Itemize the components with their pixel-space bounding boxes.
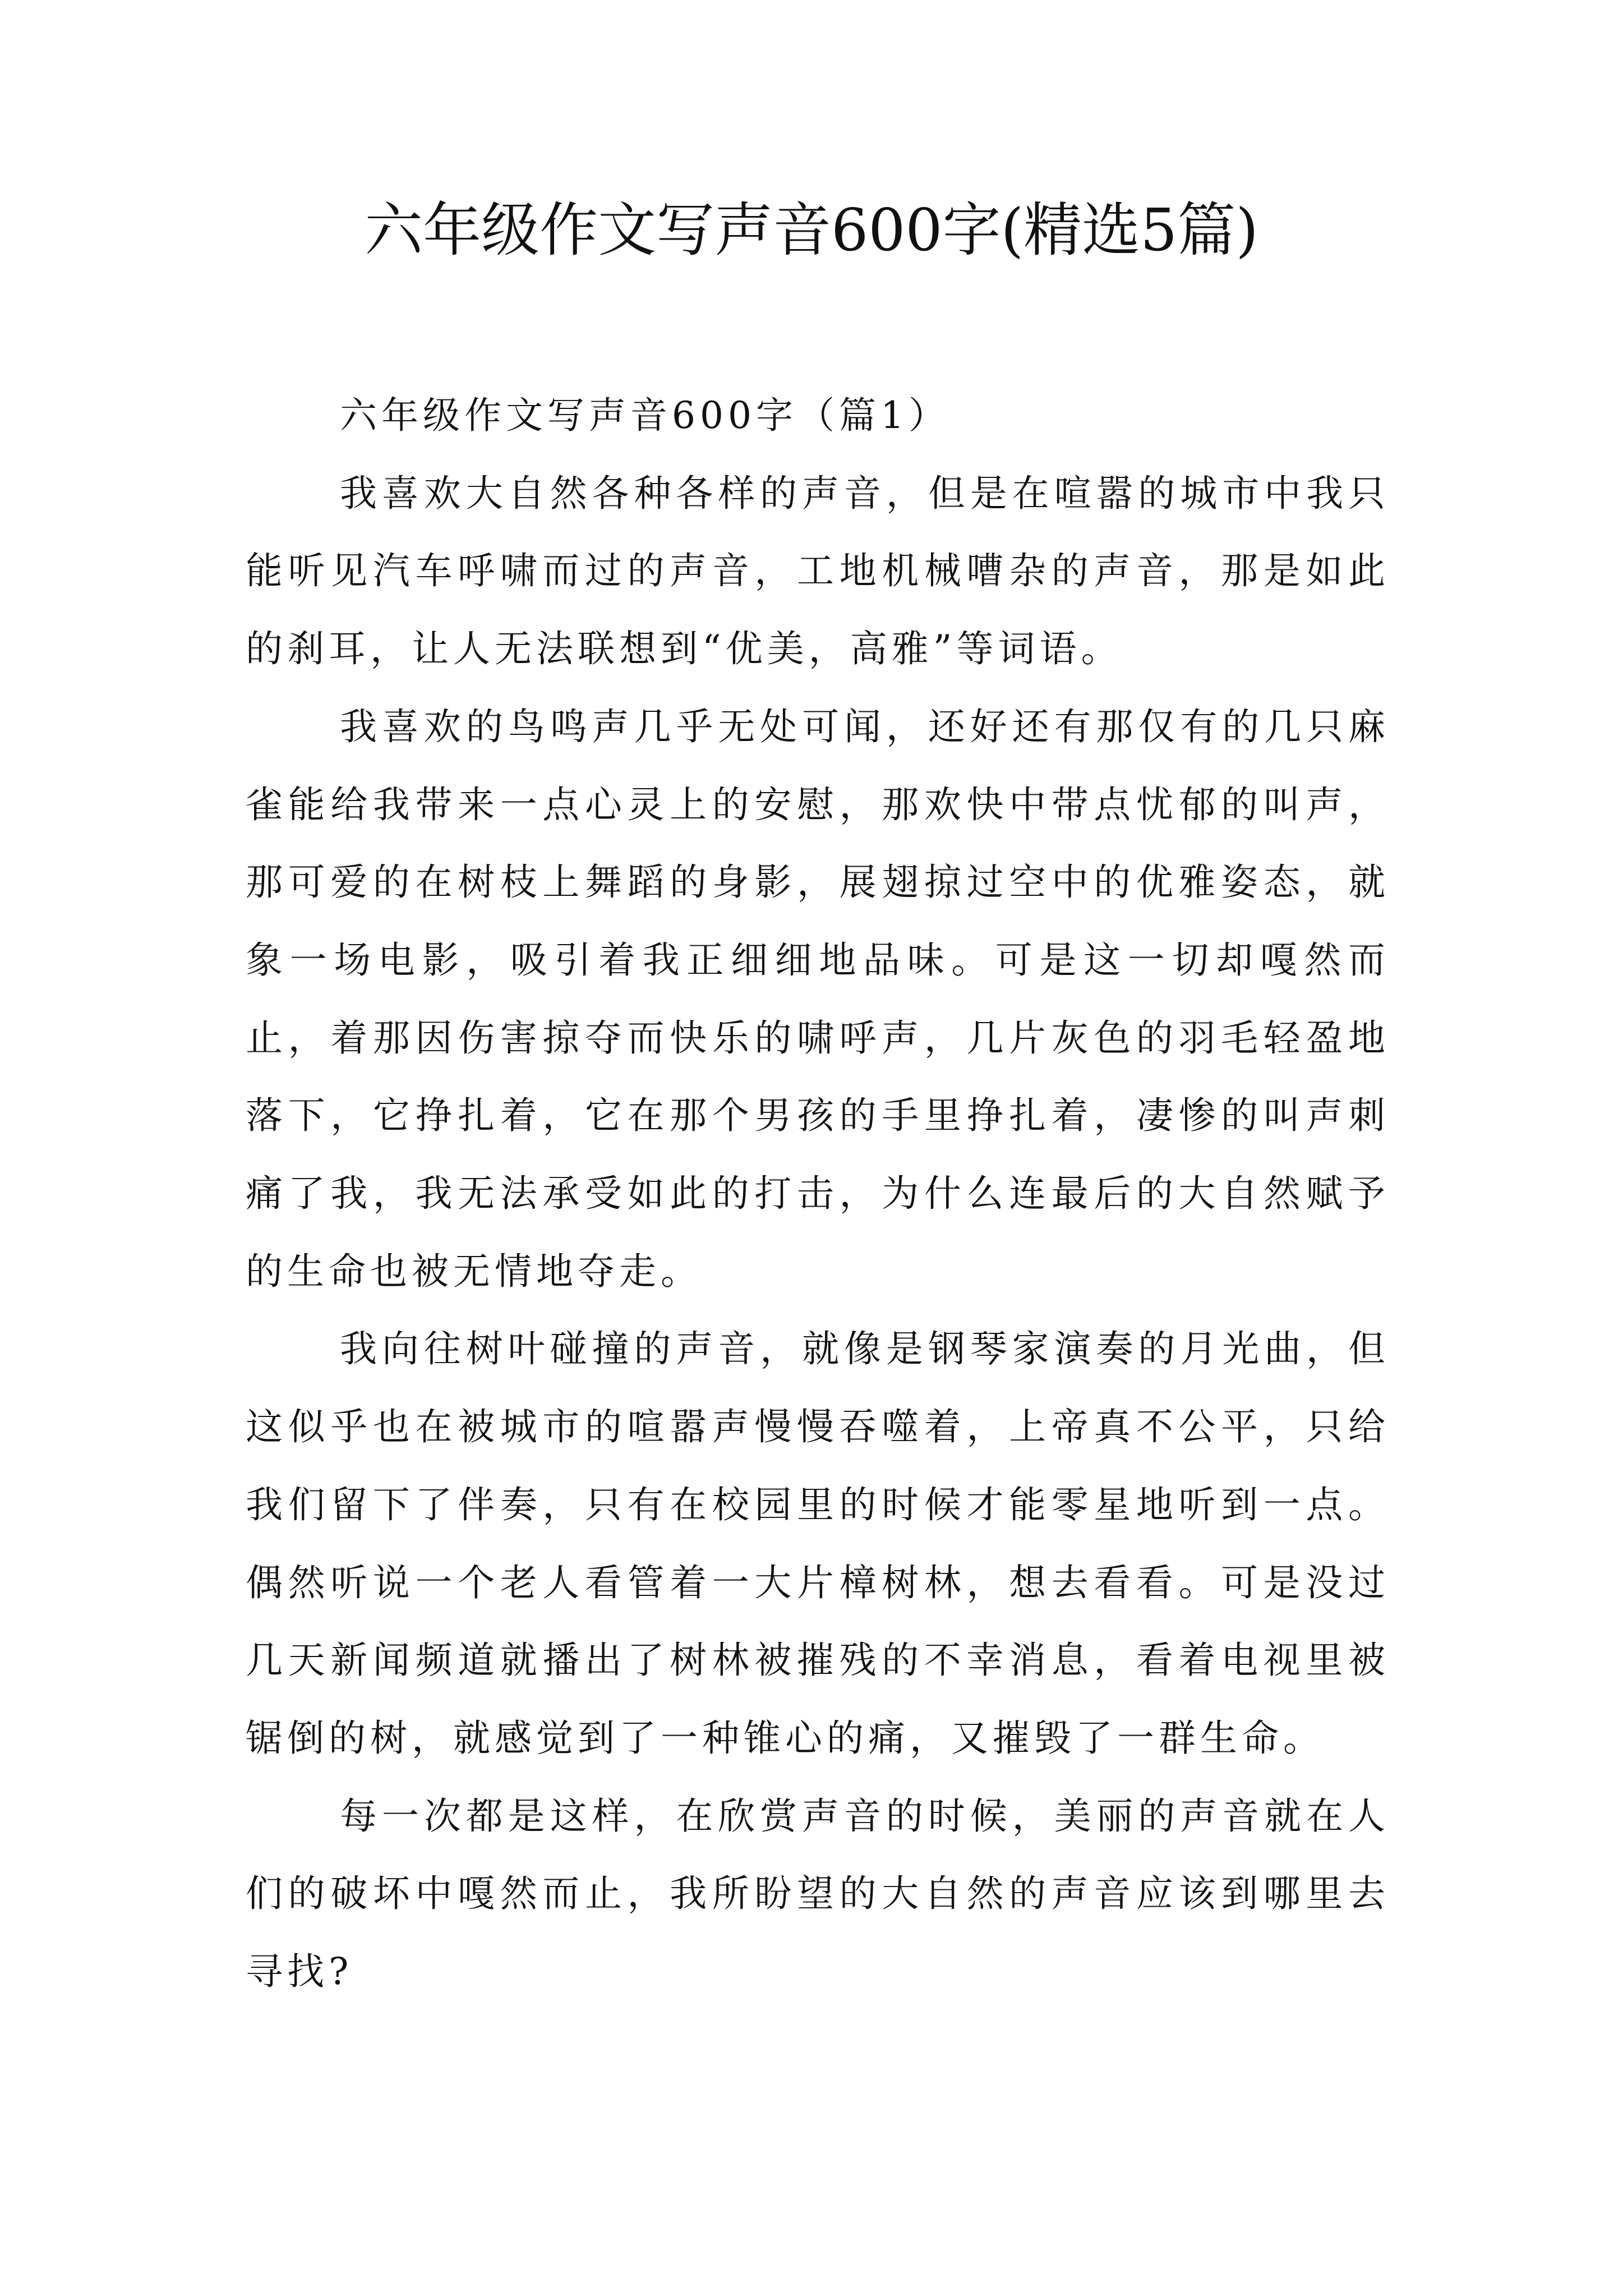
- paragraph-4: 每一次都是这样，在欣赏声音的时候，美丽的声音就在人们的破坏中嘎然而止，我所盼望的大自然的声音应该到哪里去寻找?: [246, 1794, 1390, 1994]
- section-heading: 六年级作文写声音600字（篇1）: [340, 394, 950, 437]
- paragraph-3: 我向往树叶碰撞的声音，就像是钢琴家演奏的月光曲，但这似乎也在被城市的喧嚣声慢慢吞噬着，上帝真不公平，只给我们留下了伴奏，只有在校园里的时候才能零星地听到一点。偶然听说一个老人看管着一大片樟树林，想去看看。可是没过几天新闻频道就播出了树林被摧残的不幸消息，看着电视里被锯倒的树，就感觉到了一种锥心的痛，又摧毁了一群生命。: [246, 1327, 1390, 1760]
- document-title: 六年级作文写声音600字(精选5篇): [365, 196, 1258, 264]
- document-body: [246, 377, 1390, 2011]
- paragraph-1: 我喜欢大自然各种各样的声音，但是在喧嚣的城市中我只能听见汽车呼啸而过的声音，工地机械嘈杂的声音，那是如此的刹耳，让人无法联想到“优美，高雅”等词语。: [246, 471, 1390, 671]
- paragraph-2: 我喜欢的鸟鸣声几乎无处可闻，还好还有那仅有的几只麻雀能给我带来一点心灵上的安慰，那欢快中带点忧郁的叫声，那可爱的在树枝上舞蹈的身影，展翅掠过空中的优雅姿态，就象一场电影，吸引着我正细细地品味。可是这一切却嘎然而止，着那因伤害掠夺而快乐的啸呼声，几片灰色的羽毛轻盈地落下，它挣扎着，它在那个男孩的手里挣扎着，凄惨的叫声刺痛了我，我无法承受如此的打击，为什么连最后的大自然赋予的生命也被无情地夺走。: [246, 705, 1390, 1293]
